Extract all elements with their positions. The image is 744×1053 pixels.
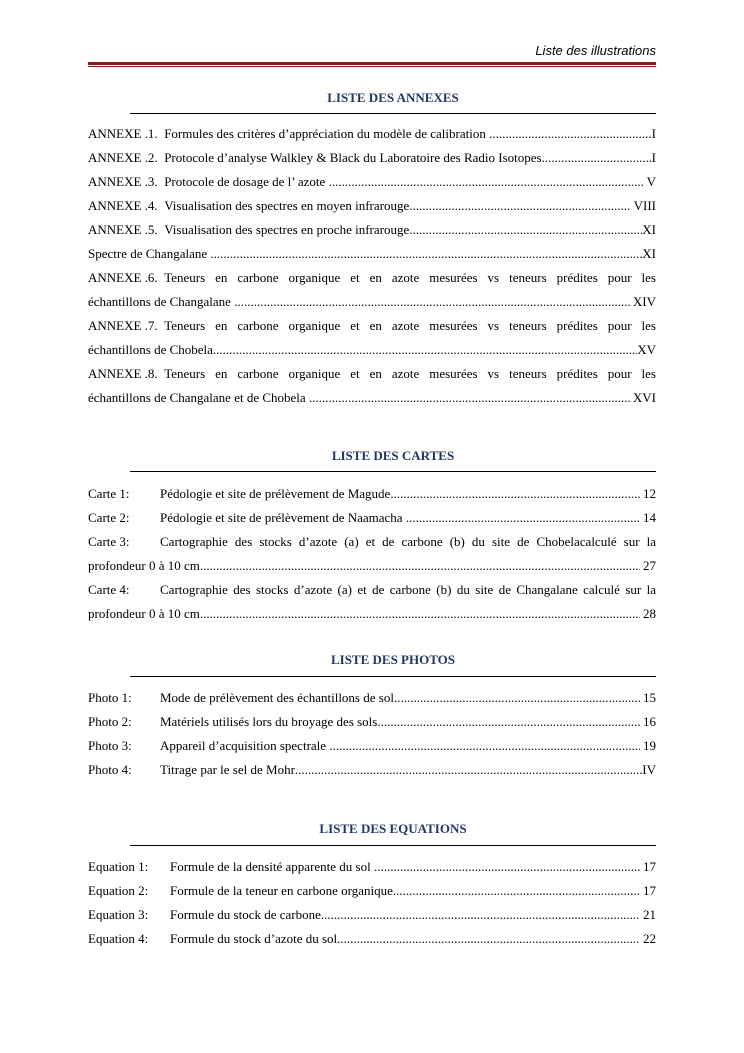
- entry-label: Photo 3:: [88, 738, 132, 753]
- entry-label: Equation 4:: [88, 931, 149, 946]
- toc-entry-equation-4[interactable]: [88, 931, 656, 947]
- dot-leader: [394, 690, 640, 706]
- entry-page: I: [651, 150, 656, 165]
- toc-entry-annexe-4[interactable]: [88, 198, 656, 214]
- entry-text: Appareil d’acquisition spectrale: [160, 738, 327, 753]
- section-title-annexes: LISTE DES ANNEXES: [327, 90, 459, 105]
- section-rule-cartes: [130, 471, 656, 472]
- toc-entry-photo-2[interactable]: [88, 714, 656, 730]
- entry-text: Formule de la teneur en carbone organique: [170, 883, 393, 898]
- dot-leader: [374, 859, 640, 875]
- entry-text: Formule du stock d’azote du sol: [170, 931, 338, 946]
- entry-page: 22: [643, 931, 656, 946]
- entry-label: Carte 2:: [88, 510, 130, 525]
- entry-text-line1: Teneurs en carbone organique et en azote mesurées vs teneurs prédites pour les: [164, 318, 656, 333]
- toc-entry-carte-1[interactable]: [88, 486, 656, 502]
- toc-entry-carte-2[interactable]: [88, 510, 656, 526]
- entry-text-line1: Teneurs en carbone organique et en azote mesurées vs teneurs prédites pour les: [164, 270, 656, 285]
- entry-text: Spectre de Changalane: [88, 246, 208, 261]
- entry-page: 12: [643, 486, 656, 501]
- entry-label: ANNEXE .4.: [88, 198, 158, 213]
- entry-page: 27: [643, 558, 656, 573]
- toc-entry-carte-3[interactable]: [88, 534, 656, 574]
- entry-text: Mode de prélèvement des échantillons de sol: [160, 690, 394, 705]
- entry-page: 16: [643, 714, 656, 729]
- dot-leader: [329, 738, 639, 754]
- running-header: Liste des illustrations: [535, 43, 656, 58]
- entry-page: 19: [643, 738, 656, 753]
- entry-page: 14: [643, 510, 656, 525]
- toc-entry-annexe-7[interactable]: [88, 318, 656, 358]
- entry-page: 17: [643, 859, 656, 874]
- entry-page: 15: [643, 690, 656, 705]
- toc-entry-annexe-5[interactable]: [88, 222, 656, 238]
- entry-label: Carte 4:: [88, 582, 130, 597]
- header-rule-thin: [88, 66, 656, 67]
- entry-text-line1: Cartographie des stocks d’azote (a) et de carbone (b) du site de Changalane calculé sur la: [160, 582, 656, 597]
- dot-leader: [393, 883, 640, 899]
- entry-text: Formules des critères d’appréciation du modèle de calibration: [164, 126, 486, 141]
- toc-entry-photo-1[interactable]: [88, 690, 656, 706]
- entry-label: ANNEXE .1.: [88, 126, 158, 141]
- entry-text: Formule de la densité apparente du sol: [170, 859, 371, 874]
- entry-text: Pédologie et site de prélèvement de Naamacha: [160, 510, 403, 525]
- toc-entry-annexe-6[interactable]: [88, 270, 656, 310]
- entry-page: V: [646, 174, 656, 189]
- entry-text-line1: Teneurs en carbone organique et en azote mesurées vs teneurs prédites pour les: [164, 366, 656, 381]
- entry-text: Protocole d’analyse Walkley & Black du Laboratoire des Radio Isotopes: [164, 150, 542, 165]
- entry-label: Equation 2:: [88, 883, 149, 898]
- toc-entry-equation-1[interactable]: [88, 859, 656, 875]
- toc-entry-spectre[interactable]: [88, 246, 656, 262]
- entry-page: VIII: [633, 198, 656, 213]
- dot-leader: [377, 714, 639, 730]
- entry-label: Photo 4:: [88, 762, 132, 777]
- entry-text: Formule du stock de carbone: [170, 907, 321, 922]
- entry-page: XI: [642, 246, 656, 261]
- entry-page: 21: [643, 907, 656, 922]
- entry-label: Equation 3:: [88, 907, 149, 922]
- dot-leader: [321, 907, 640, 923]
- entry-text: Protocole de dosage de l’ azote: [164, 174, 326, 189]
- entry-text-line2: échantillons de Chobela.: [88, 342, 217, 357]
- section-title-equations: LISTE DES EQUATIONS: [319, 821, 467, 836]
- entry-page: I: [651, 126, 656, 141]
- dot-leader: [413, 222, 643, 238]
- toc-entry-annexe-2[interactable]: [88, 150, 656, 166]
- entry-label: ANNEXE .6.: [88, 270, 158, 285]
- dot-leader: [413, 198, 631, 214]
- toc-entry-carte-4[interactable]: [88, 582, 656, 622]
- entry-label: Photo 1:: [88, 690, 132, 705]
- toc-entry-photo-3[interactable]: [88, 738, 656, 754]
- entry-label: Equation 1:: [88, 859, 149, 874]
- toc-entry-annexe-8[interactable]: [88, 366, 656, 406]
- entry-page: XVI: [632, 390, 656, 405]
- dot-leader: [295, 762, 642, 778]
- entry-page: XIV: [632, 294, 656, 309]
- entry-page: XI: [642, 222, 656, 237]
- entry-text: Visualisation des spectres en moyen infrarouge.: [164, 198, 413, 213]
- toc-entry-equation-3[interactable]: [88, 907, 656, 923]
- dot-leader: [203, 558, 640, 574]
- toc-entry-equation-2[interactable]: [88, 883, 656, 899]
- section-rule-annexes: [130, 113, 656, 114]
- entry-text-line2: échantillons de Changalane: [88, 294, 231, 309]
- toc-entry-annexe-1[interactable]: [88, 126, 656, 142]
- dot-leader: [390, 486, 639, 502]
- entry-page: IV: [642, 762, 656, 777]
- entry-label: ANNEXE .7.: [88, 318, 158, 333]
- dot-leader: [203, 606, 640, 622]
- entry-text: Matériels utilisés lors du broyage des sols: [160, 714, 378, 729]
- section-title-cartes: LISTE DES CARTES: [331, 448, 455, 463]
- dot-leader: [234, 294, 629, 310]
- dot-leader: [489, 126, 652, 142]
- section-rule-photos: [130, 676, 656, 677]
- entry-text-line1: Cartographie des stocks d’azote (a) et de carbone (b) du site de Chobelacalculé sur la: [160, 534, 656, 549]
- entry-text-line2: profondeur 0 à 10 cm.: [88, 558, 204, 573]
- header-rule: [88, 62, 656, 65]
- entry-label: ANNEXE .8.: [88, 366, 158, 381]
- entry-text-line2: échantillons de Changalane et de Chobela: [88, 390, 306, 405]
- entry-label: Photo 2:: [88, 714, 132, 729]
- section-title-photos: LISTE DES PHOTOS: [330, 652, 456, 667]
- dot-leader: [406, 510, 640, 526]
- section-rule-equations: [130, 845, 656, 846]
- entry-label: ANNEXE .3.: [88, 174, 158, 189]
- dot-leader: [542, 150, 652, 166]
- entry-label: Carte 3:: [88, 534, 130, 549]
- dot-leader: [329, 174, 644, 190]
- dot-leader: [216, 342, 637, 358]
- entry-label: ANNEXE .2.: [88, 150, 158, 165]
- entry-text: Visualisation des spectres en proche infrarouge.: [164, 222, 413, 237]
- toc-entry-annexe-3[interactable]: [88, 174, 656, 190]
- dot-leader: [309, 390, 630, 406]
- dot-leader: [210, 246, 642, 262]
- entry-label: ANNEXE .5.: [88, 222, 158, 237]
- entry-text: Titrage par le sel de Mohr: [160, 762, 295, 777]
- entry-page: 28: [643, 606, 656, 621]
- entry-text: Pédologie et site de prélèvement de Magude: [160, 486, 391, 501]
- entry-page: XV: [637, 342, 656, 357]
- entry-text-line2: profondeur 0 à 10 cm.: [88, 606, 204, 621]
- entry-label: Carte 1:: [88, 486, 130, 501]
- toc-entry-photo-4[interactable]: [88, 762, 656, 778]
- entry-page: 17: [643, 883, 656, 898]
- dot-leader: [337, 931, 640, 947]
